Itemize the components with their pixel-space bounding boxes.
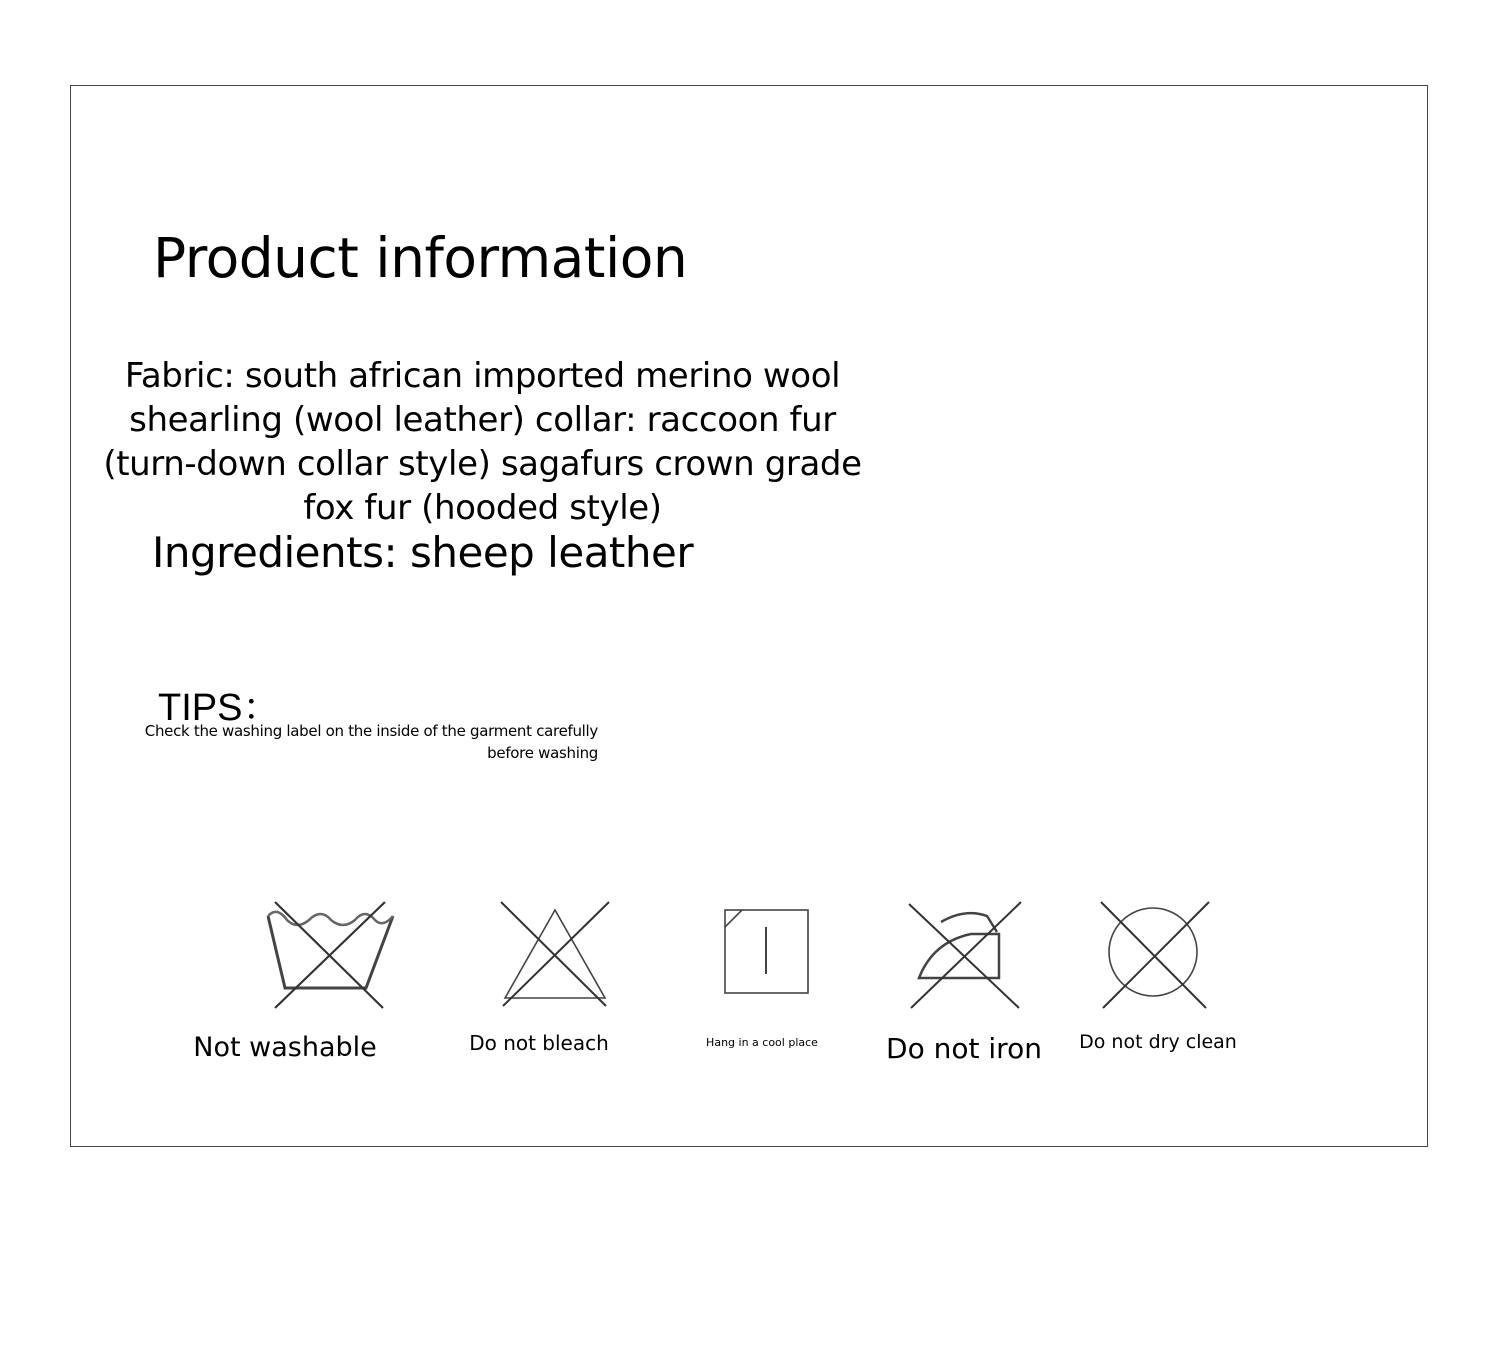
hang-dry-icon bbox=[722, 907, 812, 997]
do-not-dry-clean-icon bbox=[1098, 900, 1212, 1012]
care-label-do-not-dry-clean: Do not dry clean bbox=[1079, 1031, 1237, 1053]
care-label-do-not-iron: Do not iron bbox=[886, 1032, 1042, 1065]
do-not-iron-icon bbox=[905, 900, 1027, 1012]
ingredients-text: Ingredients: sheep leather bbox=[152, 528, 694, 577]
care-label-hang-dry: Hang in a cool place bbox=[706, 1036, 818, 1049]
tips-text: Check the washing label on the inside of the garment carefully before washing bbox=[144, 722, 598, 762]
do-not-bleach-icon bbox=[498, 900, 612, 1010]
not-washable-icon bbox=[265, 900, 395, 1012]
care-label-not-washable: Not washable bbox=[193, 1032, 377, 1063]
care-label-do-not-bleach: Do not bleach bbox=[469, 1031, 609, 1055]
page-title: Product information bbox=[153, 226, 688, 290]
tips-heading: TIPS： bbox=[158, 687, 281, 729]
fabric-description: Fabric: south african imported merino wool shearling (wool leather) collar: raccoon fur (turn-down collar style) sagafurs crown grade fox fur (hooded style) bbox=[103, 356, 862, 528]
